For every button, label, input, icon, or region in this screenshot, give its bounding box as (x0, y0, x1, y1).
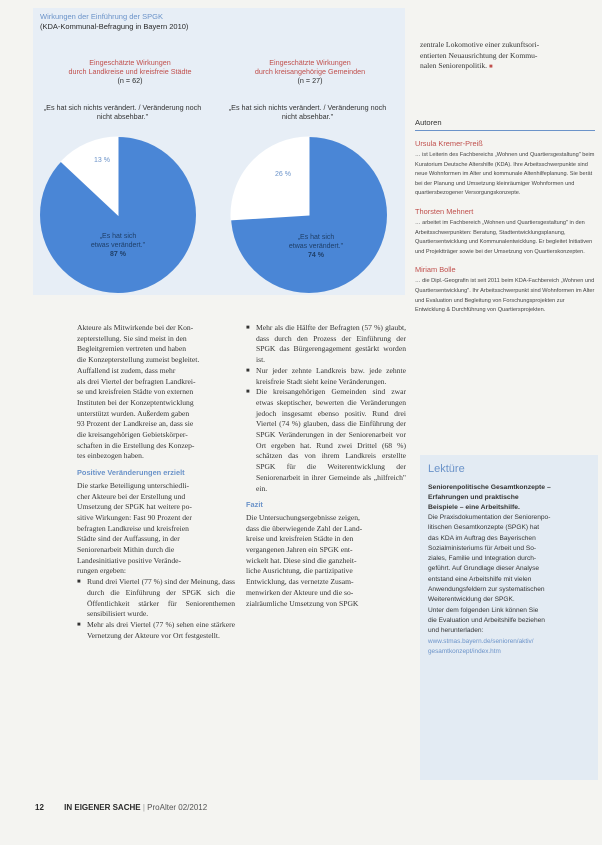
chart-title (40, 12, 188, 32)
col1-line2-7: Seniorenarbeit Mithin durch die (77, 545, 175, 555)
col1-line2-9: rungen ergeben: (77, 566, 126, 576)
page-number: 12 (35, 803, 44, 812)
authors-title: Autoren (415, 118, 442, 127)
col2-line-4: vergangenen Jahren ein SPGK ent- (246, 545, 353, 555)
left-pie-quote2: etwas verändert." (90, 242, 146, 249)
col1-line-4: die Konzepterstellung zumeist begleitet. (77, 355, 200, 365)
authors-rule (415, 130, 595, 131)
footer-issue: ProAlter 02/2012 (147, 803, 208, 812)
reading-box-line-6: geführt. Auf Grundlage dieser Analyse (428, 565, 540, 573)
col1-line-3: Begleitgremien vertreten und haben (77, 344, 187, 354)
right-pie-slice-small (231, 137, 309, 220)
authors-sidebar (415, 118, 595, 316)
intro-line-3-text: nalen Seniorenpolitik. (420, 61, 488, 71)
intro-text-continuation (420, 40, 595, 73)
pie-left (40, 137, 196, 293)
pie-right (231, 137, 387, 293)
col2-line-7: Entwicklung, das vernetzte Zusam- (246, 577, 354, 587)
col1-line-13: tes einbezogen haben. (77, 451, 144, 461)
col1-paragraph-2 (77, 481, 235, 577)
reading-box-line-9: Weiterentwicklung der SPGK. (428, 596, 515, 604)
author-3-bio: … die Dipl.-Geografin ist seit 2011 beim KDA-Fachbereich „Wohnen und Quartiersentwicklung". Ihr Arbeitsschwerpunkt sind Wohnformen im Alter und Evaluation und Begleitung von Forschungsprojekten zur Entwicklung & Durchführung von Quartiersprojekten. (415, 278, 595, 314)
right-pie-quote1: „Es hat sich (297, 234, 335, 241)
reading-box-line-8: Anwendungsfeldern zur systematischen (428, 586, 545, 594)
reading-box (420, 455, 598, 780)
reading-box-link-2[interactable]: gesamtkonzept/index.htm (428, 647, 501, 655)
col2-line-1: Die Untersuchungsergebnisse zeigen, (246, 512, 360, 522)
intro-line-2: entierten Neuausrichtung der Kommu- (420, 50, 538, 60)
left-heading-line1: Eingeschätzte Wirkungen (89, 58, 171, 67)
chart-title-main: Wirkungen der Einführung der SPGK (40, 12, 163, 21)
col1-line-5: Auffallend ist zudem, dass mehr (77, 365, 176, 375)
reading-box-line-1: Die Praxisdokumentation der Seniorenpo- (428, 514, 551, 521)
col1-line-11: die kreisangehörigen Gebietskörper- (77, 430, 188, 440)
left-pct-small: 13 % (94, 157, 110, 164)
left-pie-quote1: „Es hat sich (99, 233, 137, 240)
col1-line2-6: Städte sind der Auffassung, in der (77, 534, 180, 544)
col1-line-2: zepterstellung. Sie sind meist in den (77, 333, 187, 343)
left-quote-top: „Es hat sich nichts verändert. / Veränderung noch nicht absehbar." (43, 103, 202, 121)
col2-bullet-2: ■ Nur jeder zehnte Landkreis bzw. jede zehnte kreisfreie Stadt sieht keine Veränderungen. (256, 366, 406, 387)
col2-line-9: zialräumliche Umsetzung von SPGK (246, 598, 359, 608)
left-chart-heading (45, 58, 215, 85)
author-2-bio: … arbeitet im Fachbereich „Wohnen und Quartiersgestaltung" in den Arbeitsschwerpunkten: Beratung, Stadtentwicklungsplanung, Quartiersentwicklung und Kommunalentwicklung. Er begleitet Initiativen und Projektträger sowie bei der Umsetzung von Quartierskonzepten. (415, 219, 593, 255)
col1-bullet-1: ■ Rund drei Viertel (77 %) sind der Meinung, dass durch die Einführung der SPGK sich die Öffentlichkeit stärker für Seniorenthemen sensibilisiert wurde. (87, 577, 235, 620)
section-heading-fazit: Fazit (246, 500, 263, 510)
reading-box-line-7: entstand eine Arbeitshilfe mit vielen (428, 575, 532, 583)
col2-line-6: liche Ausrichtung, die partizipative (246, 566, 353, 576)
page-footer: 12 IN EIGENER SACHE | ProAlter 02/2012 (35, 803, 208, 812)
right-pie-quote2: etwas verändert." (288, 243, 344, 250)
right-n: (n = 27) (297, 76, 323, 85)
col1-line-8: Instituten bei der Konzeptentwicklung (77, 397, 194, 407)
reading-box-line-12: und herunterladen: (428, 627, 484, 635)
right-quote-top: „Es hat sich nichts verändert. / Veränderung noch nicht absehbar." (228, 103, 387, 121)
footer-section: IN EIGENER SACHE (64, 803, 141, 812)
reading-box-line-4: Sozialministeriums für Arbeit und So- (428, 544, 537, 552)
col1-line-6: als drei Viertel der befragten Landkrei- (77, 376, 196, 386)
reading-box-subtitle-3: Beispiele – eine Arbeitshilfe. (428, 504, 520, 511)
col2-line-8: menwirken der Akteure und die so- (246, 587, 354, 597)
author-3 (415, 265, 595, 315)
col1-line-1: Akteure als Mitwirkende bei der Kon- (77, 323, 194, 332)
reading-box-line-11: die Evaluation und Arbeitshilfe beziehen (428, 616, 545, 624)
right-pie-label (276, 233, 356, 260)
author-1-name: Ursula Kremer-Preiß (415, 139, 483, 148)
col1-line-7: se und kreisfreien Städte von externen (77, 387, 194, 397)
author-1-bio: … ist Leiterin des Fachbereichs „Wohnen und Quartiersgestaltung" beim Kuratorium Deutsche Altershilfe (KDA). Ihre Arbeitsschwerpunkte sind neue Wohnformen im Alter und kommunale Altenhilfeplanung. Sie berät bei der Planung und Umsetzung kleinräumiger Wohnformen und quartiersbezogener Versorgungskonzepte. (415, 152, 595, 197)
author-2-name: Thorsten Mehnert (415, 206, 474, 216)
col1-line2-4: sitive Wirkungen: Fast 90 Prozent der (77, 512, 192, 522)
col1-line2-5: befragten Landkreise und kreisfreien (77, 523, 189, 533)
col1-bullet-2: ■ Mehr als drei Viertel (77 %) sehen eine stärkere Vernetzung der Akteure vor Ort festgestellt. (87, 620, 235, 641)
col2-bullet-1: ■ Mehr als die Hälfte der Befragten (57 %) glaubt, dass durch den Prozess der Einführung der SPGK das Bürgerengagement gestärkt worden ist. (256, 323, 406, 366)
right-chart-heading (220, 58, 400, 85)
article-column-2 (246, 323, 406, 609)
col1-line2-2: cher Akteure bei der Erstellung und (77, 491, 186, 501)
reading-box-line-5: ziales, Familie und Integration durch- (428, 555, 537, 563)
left-pie-label (78, 232, 158, 259)
author-2 (415, 207, 595, 257)
col1-line-12: schaften in die Erstellung des Konzep- (77, 440, 195, 450)
section-heading-positive: Positive Veränderungen erzielt (77, 468, 185, 478)
reading-box-line-3: das KDA im Auftrag des Bayerischen (428, 534, 536, 542)
right-pct-large: 74 % (308, 252, 324, 259)
reading-box-link-1[interactable]: www.stmas.bayern.de/senioren/aktiv/ (428, 637, 534, 645)
col1-line2-3: Umsetzung der SPGK hat weitere po- (77, 502, 192, 512)
col1-line-10: 93 Prozent der Landkreise an, dass sie (77, 419, 194, 429)
reading-box-subtitle-2: Erfahrungen und praktische (428, 494, 519, 501)
col2-bullet-3: ■ Die kreisangehörigen Gemeinden sind zwar etwas skeptischer, bewerten die Veränderungen jedoch insgesamt ebenso positiv. Rund drei Viertel (74 %) glauben, dass die Einführung der SPGK Veränderungen in der Seniorenarbeit vor Ort ergeben hat. Rund zwei Drittel (68 %) schätzen das von ihrem Landkreis erstellte SPGK für die Weiterentwicklung der Seniorenarbeit in ihrer Gemeinde als „hilfreich" ein. (256, 387, 406, 494)
left-pct-large: 87 % (110, 251, 126, 258)
reading-box-subtitle-1: Seniorenpolitische Gesamtkonzepte – (428, 484, 551, 491)
right-heading-line1: Eingeschätzte Wirkungen (269, 58, 351, 67)
col2-line-2: dass die überwiegende Zahl der Land- (246, 523, 363, 533)
reading-box-line-10: Unter dem folgenden Link können Sie (428, 606, 539, 614)
col1-bullet-list (77, 577, 235, 641)
col1-line2-8: Landesinitiative positive Verände- (77, 555, 182, 565)
right-heading-line2: durch kreisangehörige Gemeinden (254, 67, 366, 76)
author-1 (415, 139, 595, 199)
col1-line-9: unterstützt wurden. Außerdem gaben (77, 408, 190, 418)
author-3-name: Miriam Bolle (415, 265, 456, 275)
intro-line-3 (420, 61, 595, 73)
col2-line-3: kreise und kreisfreien Städte in den (246, 534, 354, 544)
reading-box-heading: Lektüre (428, 463, 465, 475)
col2-bullet-list (246, 323, 406, 494)
end-mark-icon: ■ (488, 64, 493, 71)
intro-line-1: zentrale Lokomotive einer zukunftsori- (420, 40, 540, 49)
col2-line-5: wickelt hat. Diese sind die ganzheit- (246, 555, 357, 565)
col1-paragraph-1 (77, 323, 235, 462)
right-pct-small: 26 % (275, 171, 291, 178)
left-heading-line2: durch Landkreise und kreisfreie Städte (68, 67, 192, 76)
reading-box-text (428, 513, 590, 637)
article-column-1 (77, 323, 235, 641)
col2-paragraph (246, 513, 406, 609)
col1-line2-1: Die starke Beteiligung unterschiedli- (77, 480, 189, 490)
reading-box-line-2: litischen Gesamtkonzepte (SPGK) hat (428, 524, 540, 532)
pie-charts-svg (33, 120, 405, 295)
chart-subtitle: (KDA-Kommunal-Befragung in Bayern 2010) (40, 22, 189, 31)
left-n: (n = 62) (117, 76, 143, 85)
